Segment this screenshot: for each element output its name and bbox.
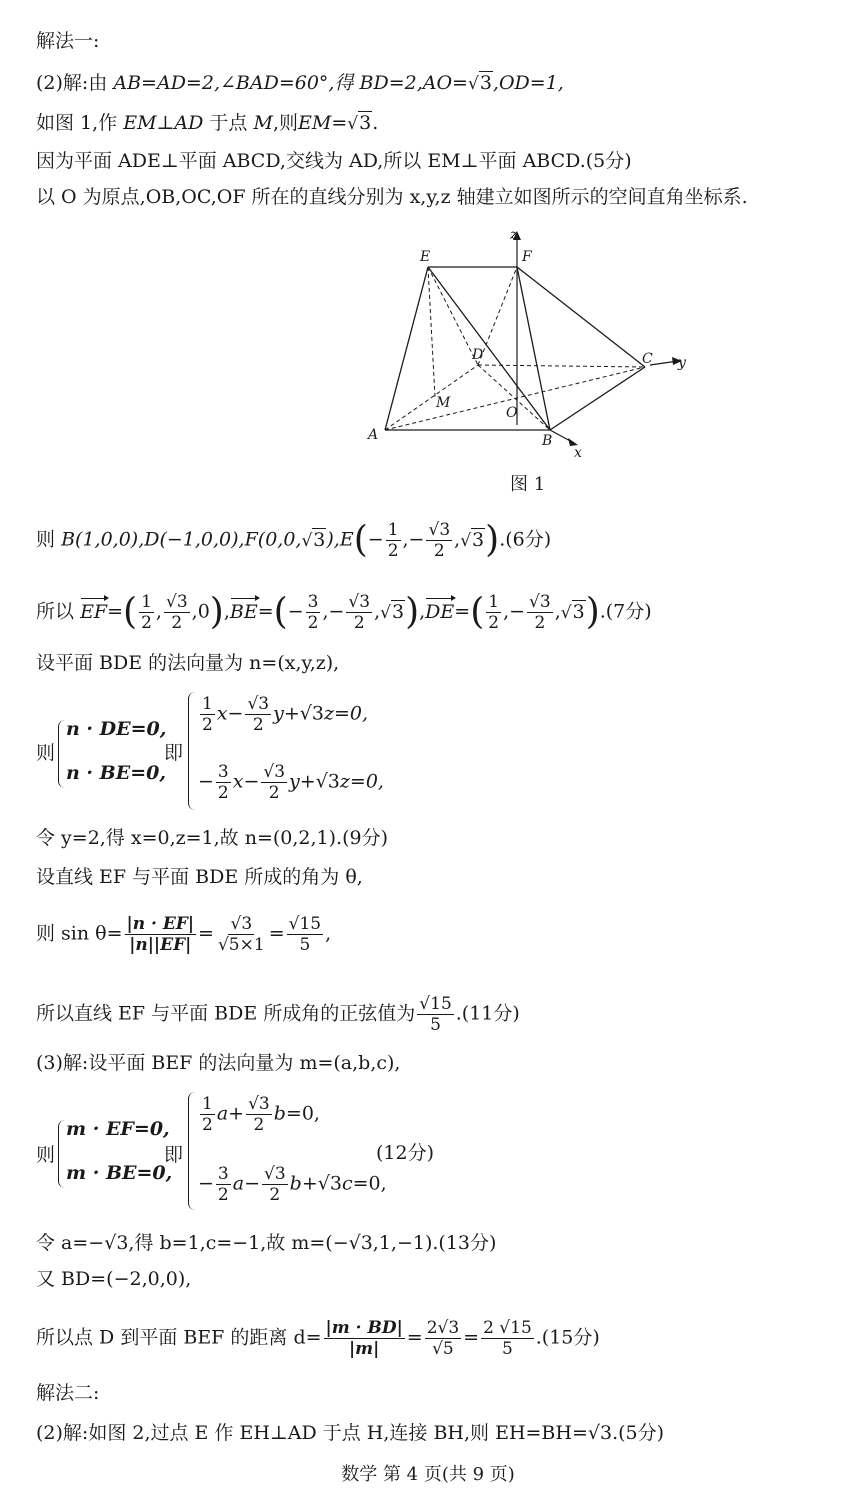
label-y: y	[678, 355, 686, 371]
figure-caption: 图 1	[510, 474, 546, 495]
label-z: z	[510, 227, 518, 243]
label-E: E	[420, 249, 431, 265]
label-C: C	[642, 351, 653, 367]
page-footer: 数学 第 4 页(共 9 页)	[341, 1464, 515, 1485]
heading-solution-2: 解法二:	[36, 1382, 100, 1404]
line-13: (3)解:设平面 BEF 的法向量为 m=(a,b,c),	[36, 1052, 401, 1074]
line-15: 又 BD=(−2,0,0),	[36, 1268, 192, 1290]
label-A: A	[368, 427, 379, 443]
line-14: 令 a=−√3,得 b=1,c=−1,故 m=(−√3,1,−1).(13分)	[36, 1232, 497, 1254]
label-x: x	[574, 445, 582, 461]
line-17: (2)解:如图 2,过点 E 作 EH⊥AD 于点 H,连接 BH,则 EH=BH=√3.(5分)	[36, 1422, 665, 1444]
label-M: M	[436, 395, 451, 411]
line-8: 设平面 BDE 的法向量为 n=(x,y,z),	[36, 652, 340, 674]
line-6: 则 B(1,0,0),D(−1,0,0),F(0,0,√3),E(− $\frac{1}{2}$ ,− $\frac{√3}{2}$ ,√3).(6分)	[36, 519, 552, 561]
heading-solution-1: 解法一:	[36, 30, 100, 52]
figure-1-geometry	[360, 225, 700, 465]
line-2: (2)解:由 AB=AD=2,∠BAD=60°,得 BD=2,AO=√3,OD=1,	[36, 70, 564, 97]
label-B: B	[542, 433, 553, 449]
line-11: 则 sin θ= $\frac{|n \cdot EF|}{|n||EF|}$ = $\frac{√3}{√5\times 1}$ = $\frac{√15}{5}$ ,	[36, 914, 332, 955]
line-3: 如图 1,作 EM⊥AD 于点 M,则EM=√3.	[36, 112, 379, 134]
line-9: 令 y=2,得 x=0,z=1,故 n=(0,2,1).(9分)	[36, 827, 389, 849]
label-F: F	[522, 249, 532, 265]
label-O: O	[506, 405, 518, 421]
line-16: 所以点 D 到平面 BEF 的距离 d= $\frac{|m \cdot BD|}{|m|}$ = $\frac{2√3}{√5}$ = $\frac{2 √15}{5}$ .(15分)	[36, 1318, 600, 1359]
line-12: 所以直线 EF 与平面 BDE 所成角的正弦值为 $\frac{√15}{5}$ .(11分)	[36, 994, 520, 1035]
label-D: D	[472, 347, 484, 363]
line-7: 所以 EF=( $\frac{1}{2}$ , $\frac{√3}{2}$ ,0),BE=(− $\frac{3}{2}$ ,− $\frac{√3}{2}$ ,√3),DE=( $\frac{1}{2}$ ,− $\frac{√3}{2}$ ,√3).(7分)	[36, 591, 652, 633]
line-4: 因为平面 ADE⊥平面 ABCD,交线为 AD,所以 EM⊥平面 ABCD.(5分)	[36, 150, 632, 172]
line-10: 设直线 EF 与平面 BDE 所成的角为 θ,	[36, 866, 363, 888]
line-5: 以 O 为原点,OB,OC,OF 所在的直线分别为 x,y,z 轴建立如图所示的空间直角坐标系.	[36, 186, 748, 208]
sqrt-3: √3	[467, 72, 492, 94]
